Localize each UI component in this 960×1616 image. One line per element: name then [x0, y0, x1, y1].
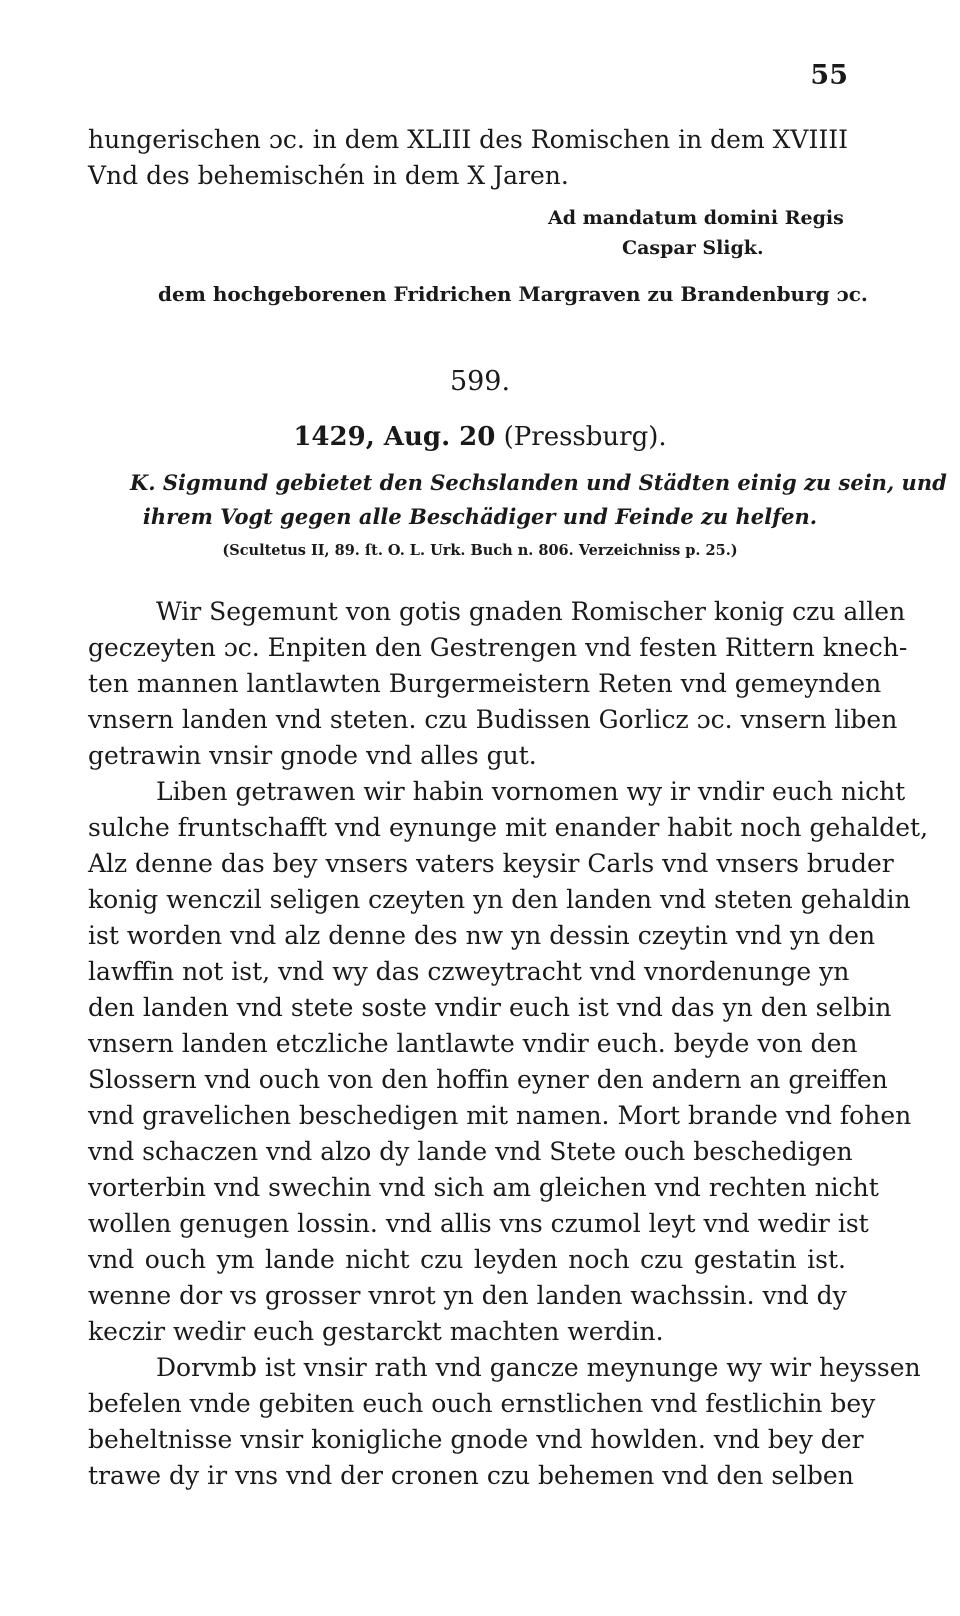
document-number: 599. [449, 366, 511, 397]
mandate-line-2: Caspar Sligk. [622, 237, 764, 259]
body-line: Slossern vnd ouch von den hoffin eyner den andern an greiffen [88, 1065, 888, 1094]
body-line: befelen vnde gebiten euch ouch ernstlichen vnd festlichin bey [88, 1389, 876, 1418]
body-line: konig wenczil seligen czeyten yn den landen vnd steten gehaldin [88, 885, 911, 914]
body-line: geczeyten ɔc. Enpiten den Gestrengen vnd festen Rittern knech- [88, 633, 908, 662]
body-line: sulche fruntschafft vnd eynunge mit enander habit noch gehaldet, [88, 813, 929, 842]
body-line: vnd schaczen vnd alzo dy lande vnd Stete ouch beschedigen [88, 1137, 853, 1166]
body-line: den landen vnd stete soste vndir euch ist vnd das yn den selbin [88, 993, 892, 1022]
document-summary-line-2: ihrem Vogt gegen alle Beschädiger und Feinde zu helfen. [142, 504, 818, 529]
document-date-place: (Pressburg). [503, 422, 667, 452]
body-line: vnsern landen etczliche lantlawte vndir euch. beyde von den [88, 1029, 858, 1058]
body-line: vnd gravelichen beschedigen mit namen. Mort brande vnd fohen [88, 1101, 912, 1130]
source-reference: (Scultetus II, 89. ſt. O. L. Urk. Buch n. 806. Verzeichniss p. 25.) [222, 542, 738, 559]
document-date [0, 422, 960, 452]
body-line: keczir wedir euch gestarckt machten werdin. [88, 1317, 664, 1346]
address-line: dem hochgeborenen Fridrichen Margraven zu Brandenburg ɔc. [158, 282, 868, 306]
opening-line-1: hungerischen ɔc. in dem XLIII des Romischen in dem XVIIII [88, 125, 848, 154]
body-line: vnsern landen vnd steten. czu Budissen Gorlicz ɔc. vnsern liben [88, 705, 898, 734]
body-line: wenne dor vs grosser vnrot yn den landen wachssin. vnd dy [88, 1281, 847, 1310]
page-number: 55 [810, 60, 848, 91]
body-line: vorterbin vnd swechin vnd sich am gleichen vnd rechten nicht [88, 1173, 879, 1202]
body-line: ten mannen lantlawten Burgermeistern Reten vnd gemeynden [88, 669, 882, 698]
opening-line-2: Vnd des behemischén in dem X Jaren. [88, 161, 569, 190]
body-line: vnd ouch ym lande nicht czu leyden noch czu gestatin ist. [88, 1245, 846, 1274]
body-line: ist worden vnd alz denne des nw yn dessin czeytin vnd yn den [88, 921, 876, 950]
body-line: Liben getrawen wir habin vornomen wy ir vndir euch nicht [156, 777, 906, 806]
body-line: getrawin vnsir gnode vnd alles gut. [88, 741, 537, 770]
body-line: Wir Segemunt von gotis gnaden Romischer konig czu allen [156, 597, 906, 626]
body-line: Alz denne das bey vnsers vaters keysir Carls vnd vnsers bruder [88, 849, 894, 878]
mandate-line-1: Ad mandatum domini Regis [548, 207, 844, 229]
body-line: Dorvmb ist vnsir rath vnd gancze meynunge wy wir heyssen [156, 1353, 921, 1382]
body-line: trawe dy ir vns vnd der cronen czu behemen vnd den selben [88, 1461, 854, 1490]
body-line: lawffin not ist, vnd wy das czweytracht vnd vnordenunge yn [88, 957, 850, 986]
body-line: wollen genugen lossin. vnd allis vns czumol leyt vnd wedir ist [88, 1209, 869, 1238]
body-line: beheltnisse vnsir konigliche gnode vnd howlden. vnd bey der [88, 1425, 864, 1454]
document-date-value: 1429, Aug. 20 [293, 422, 496, 452]
document-summary-line-1: K. Sigmund gebietet den Sechslanden und Städten einig zu sein, und [130, 470, 947, 495]
